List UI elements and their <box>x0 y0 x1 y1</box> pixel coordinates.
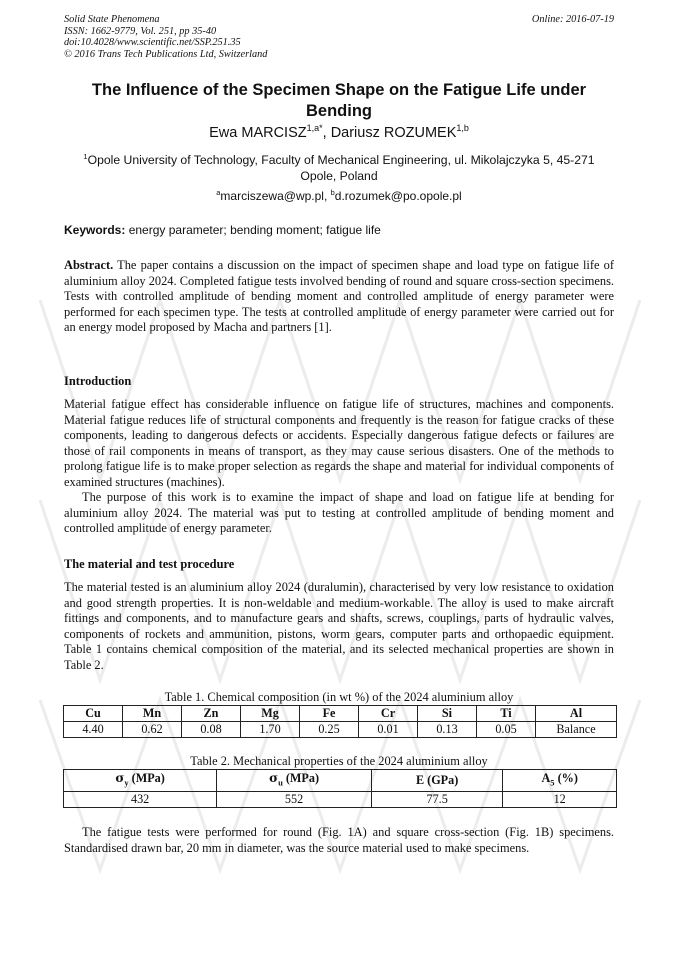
table2-header-e: E (GPa) <box>371 770 502 792</box>
table1-header: Cu <box>64 706 123 722</box>
table2-header-a5: $A_5$ (%) <box>503 770 617 792</box>
email-a[interactable]: marciszewa@wp.pl, <box>220 189 331 203</box>
author-1: Ewa MARCISZ <box>209 125 307 141</box>
material-heading: The material and test procedure <box>64 557 235 571</box>
material-paragraph: The material tested is an aluminium alloy 2024 (duralumin), characterised by very low resistance to oxidation and good strength properties. It is non-weldable and medium-workable. The alloy is used to make aircraft fittings and components, and to manufacture gears and shafts, screws, couplings, parts of hydraulic valves, components of rockets and ammunition, pistons, worm gears, computer parts and orthopaedic equipment. Table 1 contains chemical composition of the material, and its selected mechanical properties are shown in Table 2. <box>64 580 614 672</box>
table1-cell: 0.62 <box>123 722 182 738</box>
table1-cell: Balance <box>536 722 617 738</box>
emails <box>64 189 614 203</box>
keywords-label: Keywords: <box>64 223 126 237</box>
table1-header: Cr <box>359 706 418 722</box>
abstract-text: The paper contains a discussion on the impact of specimen shape and load type on fatigue life of aluminium alloy 2024. Completed fatigue tests involved bending of round and square cross-section specimens. Tests with controlled amplitude of bending moment and controlled amplitude of energy parameter were performed for each specimen type. The tests at controlled amplitude of energy parameter were carried out for an energy model proposed by Macha and partners [1]. <box>64 258 614 335</box>
issn-line: ISSN: 1662-9779, Vol. 251, pp 35-40 <box>64 25 217 37</box>
keywords <box>64 223 614 237</box>
final-paragraph <box>64 825 614 856</box>
abstract-label: Abstract. <box>64 258 114 272</box>
table2-header-row <box>64 770 617 792</box>
table1-header: Mn <box>123 706 182 722</box>
journal-name: Solid State Phenomena <box>64 14 160 25</box>
email-b-sup: b <box>330 188 335 197</box>
affiliation <box>64 152 614 184</box>
table2-cell: 552 <box>217 792 372 808</box>
doi-line: doi:10.4028/www.scientific.net/SSP.251.35 <box>64 37 241 48</box>
authors <box>64 125 614 141</box>
email-a-sup: a <box>216 188 221 197</box>
table2-cell: 432 <box>64 792 217 808</box>
table1-cell: 0.08 <box>182 722 241 738</box>
intro-heading: Introduction <box>64 374 132 388</box>
table2-caption: Table 2. Mechanical properties of the 2024 aluminium alloy <box>190 754 488 768</box>
table2-header-sigma-u: $\sigma_u$ (MPa) <box>217 770 372 792</box>
table1-cell: 0.13 <box>418 722 477 738</box>
author-separator: , <box>322 125 331 141</box>
table2-header-sigma-y: $\sigma_y$ (MPa) <box>64 770 217 792</box>
intro-paragraph-2 <box>64 490 614 537</box>
author-1-sup: 1,a* <box>306 123 323 134</box>
intro-paragraph-2-text: The purpose of this work is to examine the impact of shape and load on fatigue life at bending for aluminium alloy 2024. The material was put to testing at controlled amplitude of bending moment and controlled amplitude of energy parameter. <box>64 490 614 536</box>
affiliation-sup: 1 <box>83 151 88 161</box>
table-mechanical-properties <box>63 769 617 808</box>
table1-header: Si <box>418 706 477 722</box>
table1-data-row <box>64 722 617 738</box>
table1-header: Fe <box>300 706 359 722</box>
table2-cell: 77.5 <box>371 792 502 808</box>
table1-cell: 0.01 <box>359 722 418 738</box>
final-paragraph-text: The fatigue tests were performed for round (Fig. 1A) and square cross-section (Fig. 1B) specimens. Standardised drawn bar, 20 mm in diameter, was the source material used to make specimens. <box>64 825 614 855</box>
table1-header: Zn <box>182 706 241 722</box>
table-chemical-composition <box>63 705 617 738</box>
intro-paragraph-1: Material fatigue effect has considerable influence on fatigue life of structures, machines and components. Material fatigue reduces life of structural components and frequently is the reason for fatigue cracks of these components, leading to dangerous defects or accidents. Especially dangerous fatigue defects or failures are those of rail components in means of transport, as they may cause serious disasters. One of the methods to prolong fatigue life is to make proper selection as regards the shape and material for individual components of examined structures (machines). <box>64 397 614 489</box>
table1-header: Mg <box>241 706 300 722</box>
journal-header <box>64 14 267 60</box>
email-b[interactable]: d.rozumek@po.opole.pl <box>334 189 462 203</box>
table2-data-row <box>64 792 617 808</box>
table1-cell: 0.05 <box>477 722 536 738</box>
affiliation-text: Opole University of Technology, Faculty of Mechanical Engineering, ul. Mikolajczyka 5, 45-271 Opole, Poland <box>87 153 595 183</box>
paper-title: The Influence of the Specimen Shape on the Fatigue Life under Bending <box>91 81 587 120</box>
abstract <box>64 258 614 336</box>
table1-header: Ti <box>477 706 536 722</box>
online-date: Online: 2016-07-19 <box>531 14 614 25</box>
copyright-line: © 2016 Trans Tech Publications Ltd, Switzerland <box>64 48 268 60</box>
table1-cell: 1.70 <box>241 722 300 738</box>
keywords-text: energy parameter; bending moment; fatigue life <box>125 223 381 237</box>
table1-cell: 4.40 <box>64 722 123 738</box>
table1-caption: Table 1. Chemical composition (in wt %) of the 2024 aluminium alloy <box>164 690 514 704</box>
table2-cell: 12 <box>503 792 617 808</box>
author-2-sup: 1,b <box>456 123 469 134</box>
table1-header-row <box>64 706 617 722</box>
author-2: Dariusz ROZUMEK <box>330 125 457 141</box>
table1-cell: 0.25 <box>300 722 359 738</box>
table1-header: Al <box>536 706 617 722</box>
